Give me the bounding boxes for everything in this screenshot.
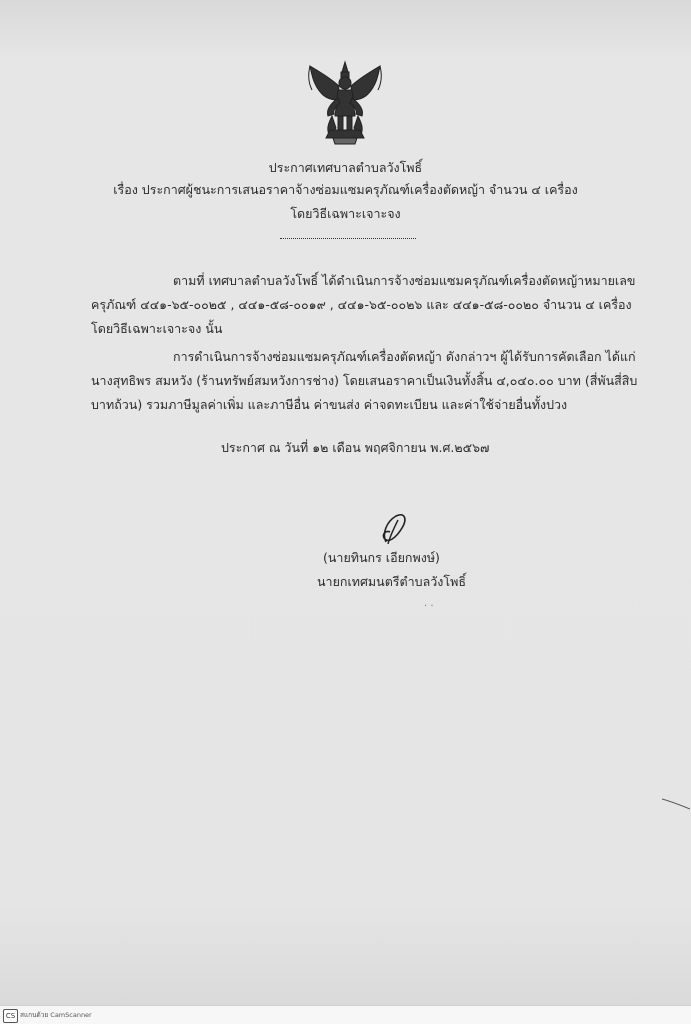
stray-dots: . . [424,598,434,609]
announcement-subject: เรื่อง ประกาศผู้ชนะการเสนอราคาจ้างซ่อมแซมครุภัณฑ์เครื่องตัดหญ้า จำนวน ๔ เครื่อง [113,182,578,197]
signer-name: (นายทินกร เอียกพงษ์) [323,550,440,565]
dotted-separator [280,238,416,239]
scanner-caption: สแกนด้วย CamScanner [20,1011,92,1019]
body-paragraph-2-line-2: นางสุทธิพร สมหวัง (ร้านทรัพย์สมหวังการช่าง) โดยเสนอราคาเป็นเงินทั้งสิ้น ๔,๐๔๐.๐๐ บาท (สี่พันสี่สิบ [91,373,638,388]
announcement-method: โดยวิธีเฉพาะเจาะจง [290,206,401,221]
announcement-title: ประกาศเทศบาลตำบลวังโพธิ์ [268,160,423,175]
body-paragraph-2-line-1: การดำเนินการจ้างซ่อมแซมครุภัณฑ์เครื่องตัดหญ้า ดังกล่าวฯ ผู้ได้รับการคัดเลือก ได้แก่ [173,349,636,364]
body-paragraph-1-line-3: โดยวิธีเฉพาะเจาะจง นั้น [91,321,223,336]
body-paragraph-1-line-1: ตามที่ เทศบาลตำบลวังโพธิ์ ได้ดำเนินการจ้างซ่อมแซมครุภัณฑ์เครื่องตัดหญ้าหมายเลข [173,273,636,288]
announcement-date: ประกาศ ณ วันที่ ๑๒ เดือน พฤศจิกายน พ.ศ.๒๕๖๗ [221,440,490,455]
signature-mark [372,508,418,548]
paper-edge-mark [662,797,690,811]
body-paragraph-1-line-2: ครุภัณฑ์ ๔๔๑-๖๕-๐๐๒๕ , ๔๔๑-๕๘-๐๐๑๙ , ๔๔๑-๖๕-๐๐๒๖ และ ๔๔๑-๕๘-๐๐๒๐ จำนวน ๔ เครื่อง [91,297,632,312]
garuda-emblem-icon [300,58,390,148]
camscanner-logo-icon: CS [3,1009,18,1023]
body-paragraph-2-line-3: บาทถ้วน) รวมภาษีมูลค่าเพิ่ม และภาษีอื่น ค่าขนส่ง ค่าจดทะเบียน และค่าใช้จ่ายอื่นทั้งปวง [91,397,568,412]
signer-position: นายกเทศมนตรีตำบลวังโพธิ์ [317,574,466,589]
scanner-footer [0,1005,691,1024]
